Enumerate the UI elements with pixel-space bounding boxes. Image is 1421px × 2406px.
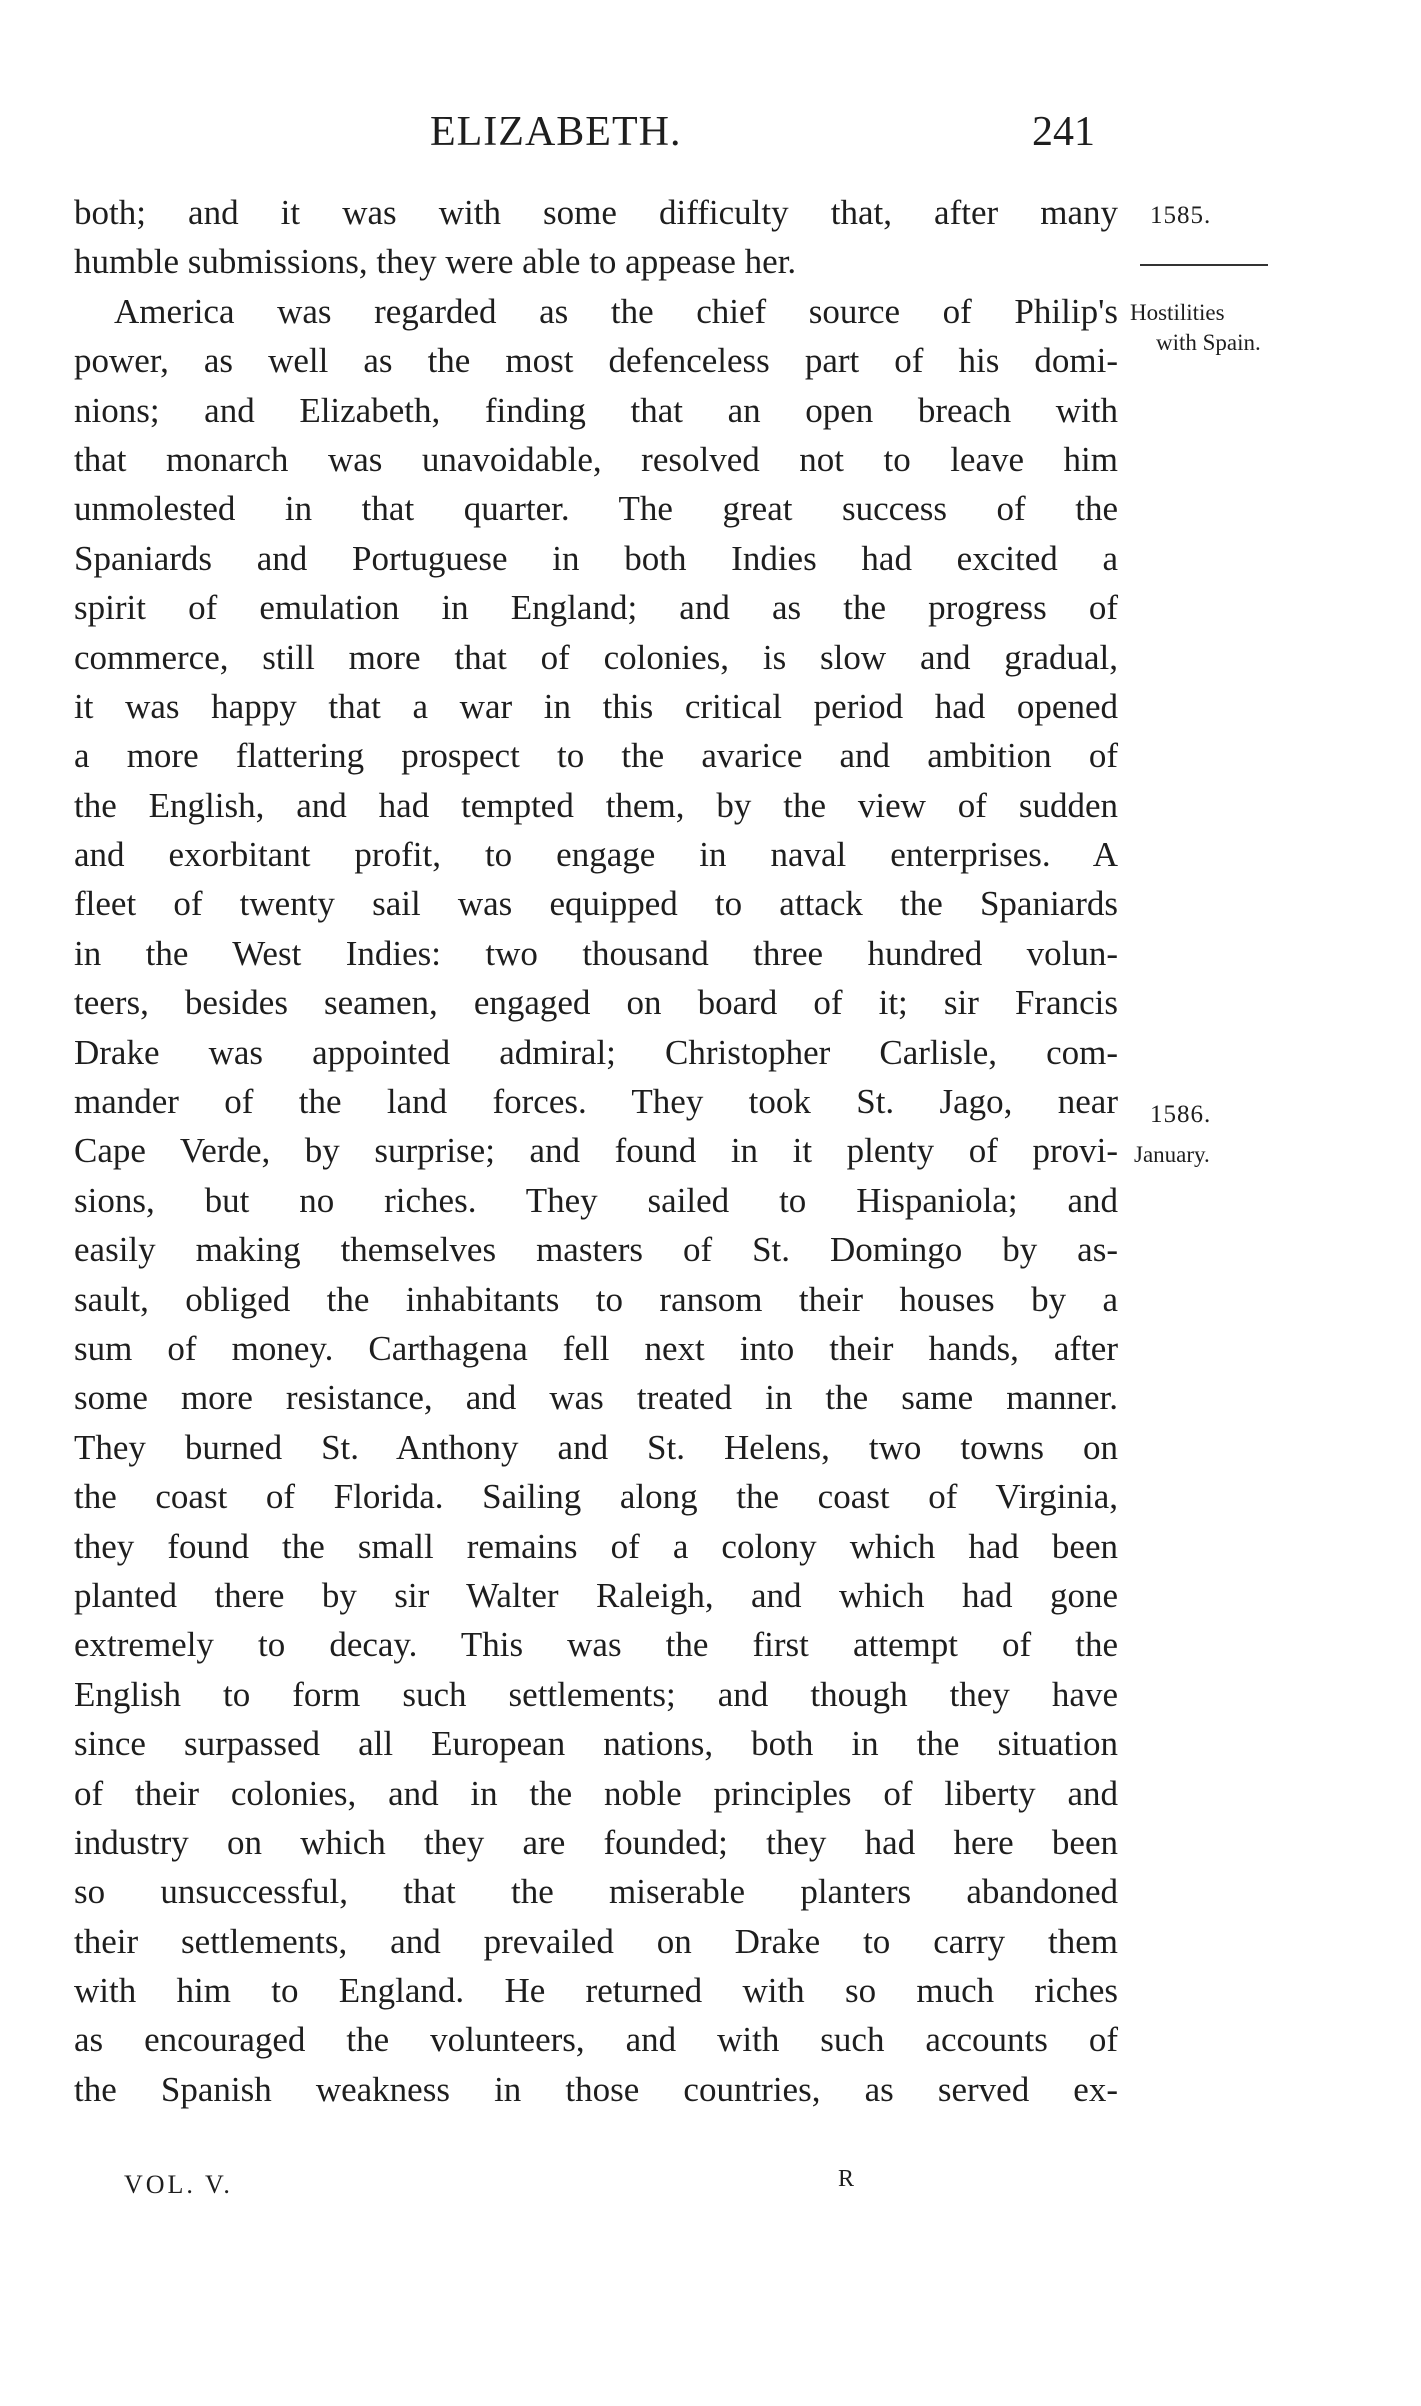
margin-note-line-2: with Spain. [1156,330,1261,355]
text-line: a more flattering prospect to the avarice and ambition of [74,736,1118,776]
text-line: Spaniards and Portuguese in both Indies had excited a [74,538,1118,578]
text-line: America was regarded as the chief source of Philip's [114,291,1118,331]
text-line: planted there by sir Walter Raleigh, and which had gone [74,1575,1118,1615]
margin-year-1586: 1586. [1150,1101,1212,1128]
text-line: some more resistance, and was treated in the same manner. [74,1378,1118,1418]
page-number: 241 [1032,109,1095,155]
text-line: industry on which they are founded; they had here been [74,1822,1118,1862]
text-line: the Spanish weakness in those countries, as served ex- [74,2069,1118,2109]
text-line: unmolested in that quarter. The great success of the [74,489,1118,529]
text-line: English to form such settlements; and though they have [74,1674,1118,1714]
text-line: sault, obliged the inhabitants to ransom their houses by a [74,1279,1118,1319]
margin-year-1585: 1585. [1150,202,1212,229]
text-line: they found the small remains of a colony which had been [74,1526,1118,1566]
margin-note-line-1: Hostilities [1130,300,1225,325]
text-line: sions, but no riches. They sailed to Hispaniola; and [74,1180,1118,1220]
text-line: commerce, still more that of colonies, is slow and gradual, [74,637,1118,677]
text-line: easily making themselves masters of St. Domingo by as- [74,1230,1118,1270]
text-line: as encouraged the volunteers, and with such accounts of [74,2020,1118,2060]
text-line: since surpassed all European nations, both in the situation [74,1724,1118,1764]
body-text [74,188,1118,2114]
text-line: of their colonies, and in the noble principles of liberty and [74,1773,1118,1813]
text-line: power, as well as the most defenceless part of his domi- [74,341,1118,381]
text-line: and exorbitant profit, to engage in naval enterprises. A [74,835,1118,875]
text-line: in the West Indies: two thousand three hundred volun- [74,933,1118,973]
text-line: extremely to decay. This was the first attempt of the [74,1625,1118,1665]
text-line: with him to England. He returned with so much riches [74,1971,1118,2011]
text-line: the coast of Florida. Sailing along the coast of Virginia, [74,1477,1118,1517]
text-line: mander of the land forces. They took St. Jago, near [74,1082,1118,1122]
text-line: humble submissions, they were able to appease her. [74,242,797,282]
text-line: their settlements, and prevailed on Drake to carry them [74,1921,1118,1961]
text-line: both; and it was with some difficulty that, after many [74,193,1118,232]
text-line: the English, and had tempted them, by the view of sudden [74,785,1118,825]
margin-rule [1140,264,1268,266]
running-title: ELIZABETH. [430,109,682,155]
text-line: They burned St. Anthony and St. Helens, two towns on [74,1427,1118,1467]
text-line: so unsuccessful, that the miserable planters abandoned [74,1872,1118,1912]
footer-volume: VOL. V. [124,2170,233,2199]
footer-signature: R [838,2166,855,2192]
text-line: fleet of twenty sail was equipped to attack the Spaniards [74,884,1118,924]
text-line: Drake was appointed admiral; Christopher Carlisle, com- [74,1032,1118,1072]
text-line: it was happy that a war in this critical period had opened [74,686,1118,726]
text-line: Cape Verde, by surprise; and found in it plenty of provi- [74,1131,1118,1171]
text-line: that monarch was unavoidable, resolved not to leave him [74,439,1118,479]
margin-month: January. [1134,1142,1210,1167]
text-line: nions; and Elizabeth, finding that an open breach with [74,390,1118,430]
text-line: spirit of emulation in England; and as the progress of [74,588,1118,628]
text-line: teers, besides seamen, engaged on board of it; sir Francis [74,983,1118,1023]
text-line: sum of money. Carthagena fell next into their hands, after [74,1328,1118,1368]
margin-note-hostilities [1130,298,1280,358]
